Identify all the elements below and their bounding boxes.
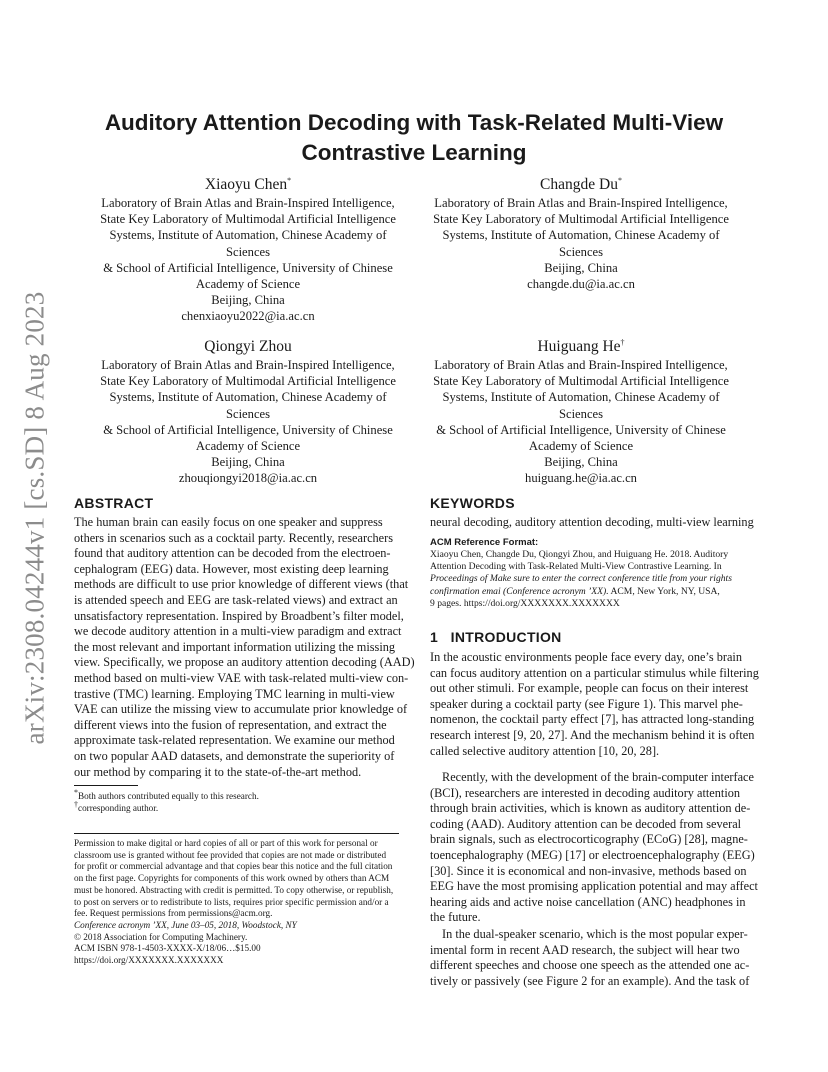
author-affiliation-line: State Key Laboratory of Multimodal Artificial Intelligence bbox=[100, 212, 396, 227]
introduction-paragraph-1 bbox=[430, 650, 759, 759]
author-email: changde.du@ia.ac.cn bbox=[527, 277, 635, 292]
introduction-line: out other stimuli. For example, people can focus on their interest bbox=[430, 681, 749, 696]
author-affiliation-line: Sciences bbox=[558, 244, 604, 259]
author-affiliation-line: Systems, Institute of Automation, Chinese Academy of bbox=[109, 390, 387, 405]
introduction-line: research interest [9, 20, 27]. And the mechanism behind it is often bbox=[430, 727, 755, 742]
permission-line: Permission to make digital or hard copies of all or part of this work for personal or bbox=[74, 838, 378, 848]
introduction-line: nomenon, the cocktail party effect [7], has attracted long-standing bbox=[430, 712, 755, 727]
abstract-line: methods are difficult to use prior knowledge of different views (that bbox=[74, 577, 409, 592]
author-block-changde-du bbox=[411, 175, 751, 292]
author-mark: † bbox=[620, 337, 625, 347]
abstract-line: the most relevant and important information utilizing the missing bbox=[74, 639, 396, 654]
arxiv-identifier: arXiv:2308.04244v1 [cs.SD] 8 Aug 2023 bbox=[19, 291, 50, 745]
author-mark: * bbox=[287, 175, 292, 185]
author-name: Changde Du* bbox=[540, 175, 622, 193]
arxiv-sidebar bbox=[14, 288, 56, 748]
permission-line: must be honored. Abstracting with credit is permitted. To copy otherwise, or republish, bbox=[74, 884, 394, 895]
introduction-line: different speeches and choose one speech as the attended one ac- bbox=[430, 958, 750, 973]
permission-conference: Conference acronym ’XX, June 03–05, 2018, Woodstock, NY bbox=[74, 919, 297, 930]
author-email: zhouqiongyi2018@ia.ac.cn bbox=[178, 471, 318, 486]
abstract-line: on two popular AAD datasets, and demonstrate the superiority of bbox=[74, 748, 395, 763]
abstract-line: VAE can utilize the missing view to accumulate prior knowledge of bbox=[74, 702, 408, 717]
permission-copyright: © 2018 Association for Computing Machinery. bbox=[74, 931, 248, 942]
introduction-line: can focus auditory attention on a particular stimulus while filtering bbox=[430, 665, 759, 680]
footnotes bbox=[74, 787, 399, 814]
keywords-list: neural decoding, auditory attention decoding, multi-view learning bbox=[430, 515, 754, 529]
introduction-paragraph-2 bbox=[430, 770, 758, 926]
author-affiliation-line: Systems, Institute of Automation, Chinese Academy of bbox=[442, 228, 720, 243]
author-affiliation-line: Academy of Science bbox=[528, 439, 634, 454]
acm-reference-line-5: 9 pages. https://doi.org/XXXXXXX.XXXXXXX bbox=[430, 597, 620, 609]
abstract-body bbox=[74, 515, 415, 780]
author-affiliation-line: Sciences bbox=[225, 244, 271, 259]
author-affiliation-line: Beijing, China bbox=[544, 455, 618, 470]
introduction-line: the future. bbox=[430, 910, 481, 925]
introduction-heading: 1 INTRODUCTION bbox=[430, 629, 562, 645]
introduction-line: coding (AAD). Auditory attention can be decoded from several bbox=[430, 816, 742, 831]
author-block-xiaoyu-chen bbox=[78, 175, 418, 325]
introduction-line: [30]. Since it is economical and non-invasive, methods based on bbox=[430, 863, 747, 878]
introduction-line: EEG have the most promising application potential and may affect bbox=[430, 879, 758, 894]
author-affiliation-line: Sciences bbox=[558, 406, 604, 421]
author-name: Xiaoyu Chen* bbox=[204, 175, 292, 193]
introduction-line: In the acoustic environments people face every day, one’s brain bbox=[430, 650, 742, 664]
author-affiliation-line: Laboratory of Brain Atlas and Brain-Inspired Intelligence, bbox=[101, 196, 395, 210]
introduction-line: tively or passively (see Figure 2 for an example). And the task of bbox=[430, 973, 750, 988]
abstract-line: The human brain can easily focus on one speaker and suppress bbox=[74, 515, 383, 529]
author-affiliation-line: State Key Laboratory of Multimodal Artificial Intelligence bbox=[100, 374, 396, 389]
author-email: huiguang.he@ia.ac.cn bbox=[525, 471, 637, 486]
author-affiliation-line: Academy of Science bbox=[195, 439, 301, 454]
author-affiliation-line: Academy of Science bbox=[195, 277, 301, 292]
permission-rule bbox=[74, 833, 399, 834]
introduction-line: toencephalography (MEG) [17] or electroencephalography (EEG) bbox=[430, 847, 755, 862]
author-affiliation-line: Sciences bbox=[225, 406, 271, 421]
author-affiliation-line: State Key Laboratory of Multimodal Artificial Intelligence bbox=[433, 374, 729, 389]
permission-line: to post on servers or to redistribute to lists, requires prior specific permission and/or a bbox=[74, 896, 389, 907]
introduction-line: Recently, with the development of the brain-computer interface bbox=[442, 770, 754, 784]
abstract-line: method based on multi-view VAE with task-related multi-view con- bbox=[74, 670, 409, 685]
introduction-line: called selective auditory attention [10, 20, 28]. bbox=[430, 743, 660, 758]
permission-line: fee. Request permissions from permissions@acm.org. bbox=[74, 908, 273, 919]
acm-reference-line-2: Attention Decoding with Task-Related Multi-View Contrastive Learning. In bbox=[430, 561, 722, 573]
abstract-line: cephalogram (EEG) data. However, most existing deep learning bbox=[74, 561, 389, 576]
introduction-line: hearing aids and active noise cancellation (ANC) headphones in bbox=[430, 894, 746, 909]
keywords-heading: KEYWORDS bbox=[430, 495, 515, 511]
abstract-line: view. Specifically, we propose an auditory attention decoding (AAD) bbox=[74, 655, 415, 670]
author-affiliation-line: State Key Laboratory of Multimodal Artificial Intelligence bbox=[433, 212, 729, 227]
abstract-line: found that auditory attention can be decoded from the electroen- bbox=[74, 546, 391, 561]
acm-reference-line-1: Xiaoyu Chen, Changde Du, Qiongyi Zhou, and Huiguang He. 2018. Auditory bbox=[430, 549, 729, 560]
footnote-corresponding-author: †corresponding author. bbox=[74, 799, 159, 813]
author-affiliation-line: Laboratory of Brain Atlas and Brain-Inspired Intelligence, bbox=[101, 358, 395, 372]
acm-reference-line-4: confirmation emai (Conference acronym ’XX). ACM, New York, NY, USA, bbox=[430, 585, 720, 597]
introduction-line: brain signals, such as electrocorticography (ECoG) [28], magne- bbox=[430, 832, 748, 847]
acm-reference-heading: ACM Reference Format: bbox=[430, 537, 539, 548]
author-affiliation-line: Beijing, China bbox=[211, 455, 285, 470]
introduction-line: imental form in recent AAD research, the subject will hear two bbox=[430, 942, 740, 957]
introduction-paragraph-3 bbox=[430, 927, 755, 989]
abstract-line: we decode auditory attention in a multi-view paradigm and extract bbox=[74, 624, 402, 639]
footnote-equal-contribution: *Both authors contributed equally to this research. bbox=[74, 787, 259, 801]
author-affiliation-line: & School of Artificial Intelligence, University of Chinese bbox=[103, 260, 393, 275]
author-affiliation-line: Beijing, China bbox=[544, 260, 618, 275]
acm-reference-text bbox=[430, 549, 760, 610]
abstract-line: approximate task-related representation. We examine our method bbox=[74, 733, 395, 748]
abstract-line: others in scenarios such as a cocktail party. Recently, researchers bbox=[74, 530, 394, 545]
introduction-line: speaker during a cocktail party (see Figure 1). This marvel phe- bbox=[430, 696, 743, 711]
permission-isbn: ACM ISBN 978-1-4503-XXXX-X/18/06…$15.00 bbox=[74, 943, 261, 954]
author-affiliation-line: & School of Artificial Intelligence, University of Chinese bbox=[103, 422, 393, 437]
author-email: chenxiaoyu2022@ia.ac.cn bbox=[181, 309, 315, 324]
author-affiliation-line: Systems, Institute of Automation, Chinese Academy of bbox=[442, 390, 720, 405]
abstract-heading: ABSTRACT bbox=[74, 495, 154, 511]
author-affiliation-line: Laboratory of Brain Atlas and Brain-Inspired Intelligence, bbox=[434, 196, 728, 210]
permission-line: classroom use is granted without fee provided that copies are not made or distributed bbox=[74, 849, 387, 860]
author-affiliation-line: & School of Artificial Intelligence, University of Chinese bbox=[436, 422, 726, 437]
author-name: Huiguang He† bbox=[537, 337, 625, 355]
author-block-huiguang-he bbox=[411, 337, 751, 487]
author-affiliation-line: Systems, Institute of Automation, Chinese Academy of bbox=[109, 228, 387, 243]
abstract-line: our method by comparing it to the state-of-the-art method. bbox=[74, 764, 362, 779]
footnote-rule bbox=[74, 785, 138, 786]
permission-line: on the first page. Copyrights for components of this work owned by others than ACM bbox=[74, 873, 390, 884]
author-affiliation-line: Laboratory of Brain Atlas and Brain-Inspired Intelligence, bbox=[434, 358, 728, 372]
author-block-qiongyi-zhou bbox=[78, 337, 418, 487]
permission-notice bbox=[74, 838, 399, 967]
author-name: Qiongyi Zhou bbox=[204, 338, 292, 355]
title-line-2: Contrastive Learning bbox=[301, 140, 527, 165]
introduction-line: In the dual-speaker scenario, which is the most popular exper- bbox=[442, 927, 748, 941]
paper-title bbox=[0, 108, 828, 168]
introduction-line: (BCI), researchers are interested in decoding auditory attention bbox=[430, 785, 741, 800]
permission-doi: https://doi.org/XXXXXXX.XXXXXXX bbox=[74, 955, 224, 966]
abstract-line: unsatisfactory representation. Inspired by Broadbent’s filter model, bbox=[74, 608, 404, 623]
abstract-line: different views into the fusion of representation, and extract the bbox=[74, 717, 387, 732]
introduction-line: through brain activities, which is known as auditory attention de- bbox=[430, 801, 751, 816]
title-line-1: Auditory Attention Decoding with Task-Related Multi-View bbox=[104, 110, 724, 135]
author-affiliation-line: Beijing, China bbox=[211, 293, 285, 308]
permission-line: for profit or commercial advantage and that copies bear this notice and the full citation bbox=[74, 861, 393, 872]
acm-reference-line-3: Proceedings of Make sure to enter the correct conference title from your rights bbox=[430, 573, 732, 585]
abstract-line: is attended speech and EEG are task-related views) and extract an bbox=[74, 592, 398, 607]
abstract-line: trastive (TMC) learning. Employing TMC learning in multi-view bbox=[74, 686, 395, 701]
author-mark: * bbox=[617, 175, 622, 185]
